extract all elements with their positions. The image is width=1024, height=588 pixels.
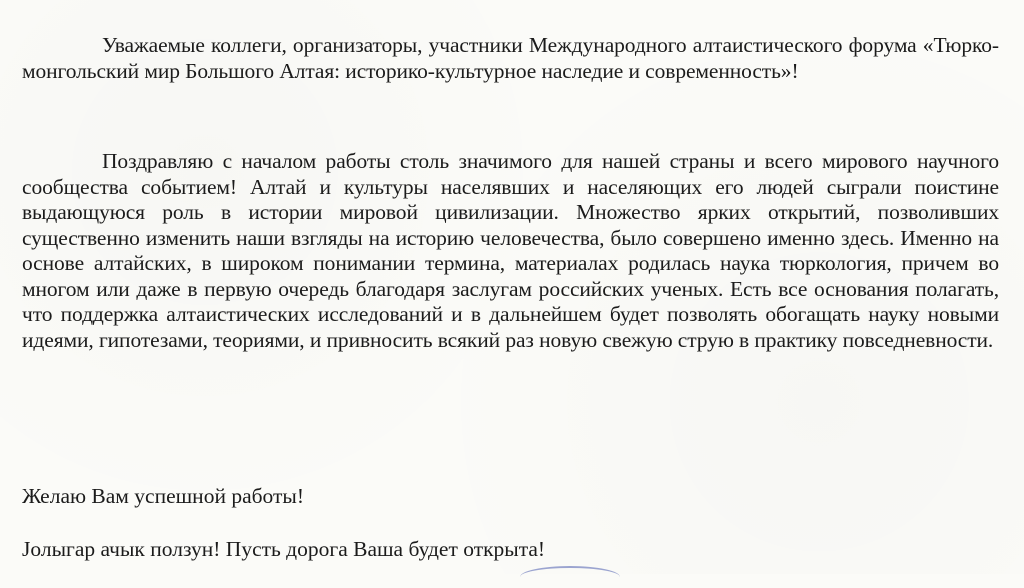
farewell-line: Јолыгар ачык ползун! Пусть дорога Ваша будет открыта! <box>22 537 546 561</box>
wish-line: Желаю Вам успешной работы! <box>22 484 305 508</box>
body-paragraph: Поздравляю с началом работы столь значимого для нашей страны и всего мирового научного сообщества событием! Алтай и культуры населявших и населяющих его людей сыграли поистине выдающуюся роль в истории мировой цивилизации. Множество ярких открытий, позволивших существенно изменить наши взгляды на историю человечества, было совершено именно здесь. Именно на основе алтайских, в широком понимании термина, материалах родилась наука тюркология, причем во многом или даже в первую очередь благодаря заслугам российских ученых. Есть все основания полагать, что поддержка алтаистических исследований и в дальнейшем будет позволять обогащать науку новыми идеями, гипотезами, теориями, и привносить всякий раз новую свежую струю в практику повседневности. <box>22 149 999 352</box>
stamp-mark <box>520 566 620 588</box>
greeting-paragraph: Уважаемые коллеги, организаторы, участники Международного алтаистического форума «Тюрко-монгольский мир Большого Алтая: историко-культурное наследие и современность»! <box>22 33 999 83</box>
